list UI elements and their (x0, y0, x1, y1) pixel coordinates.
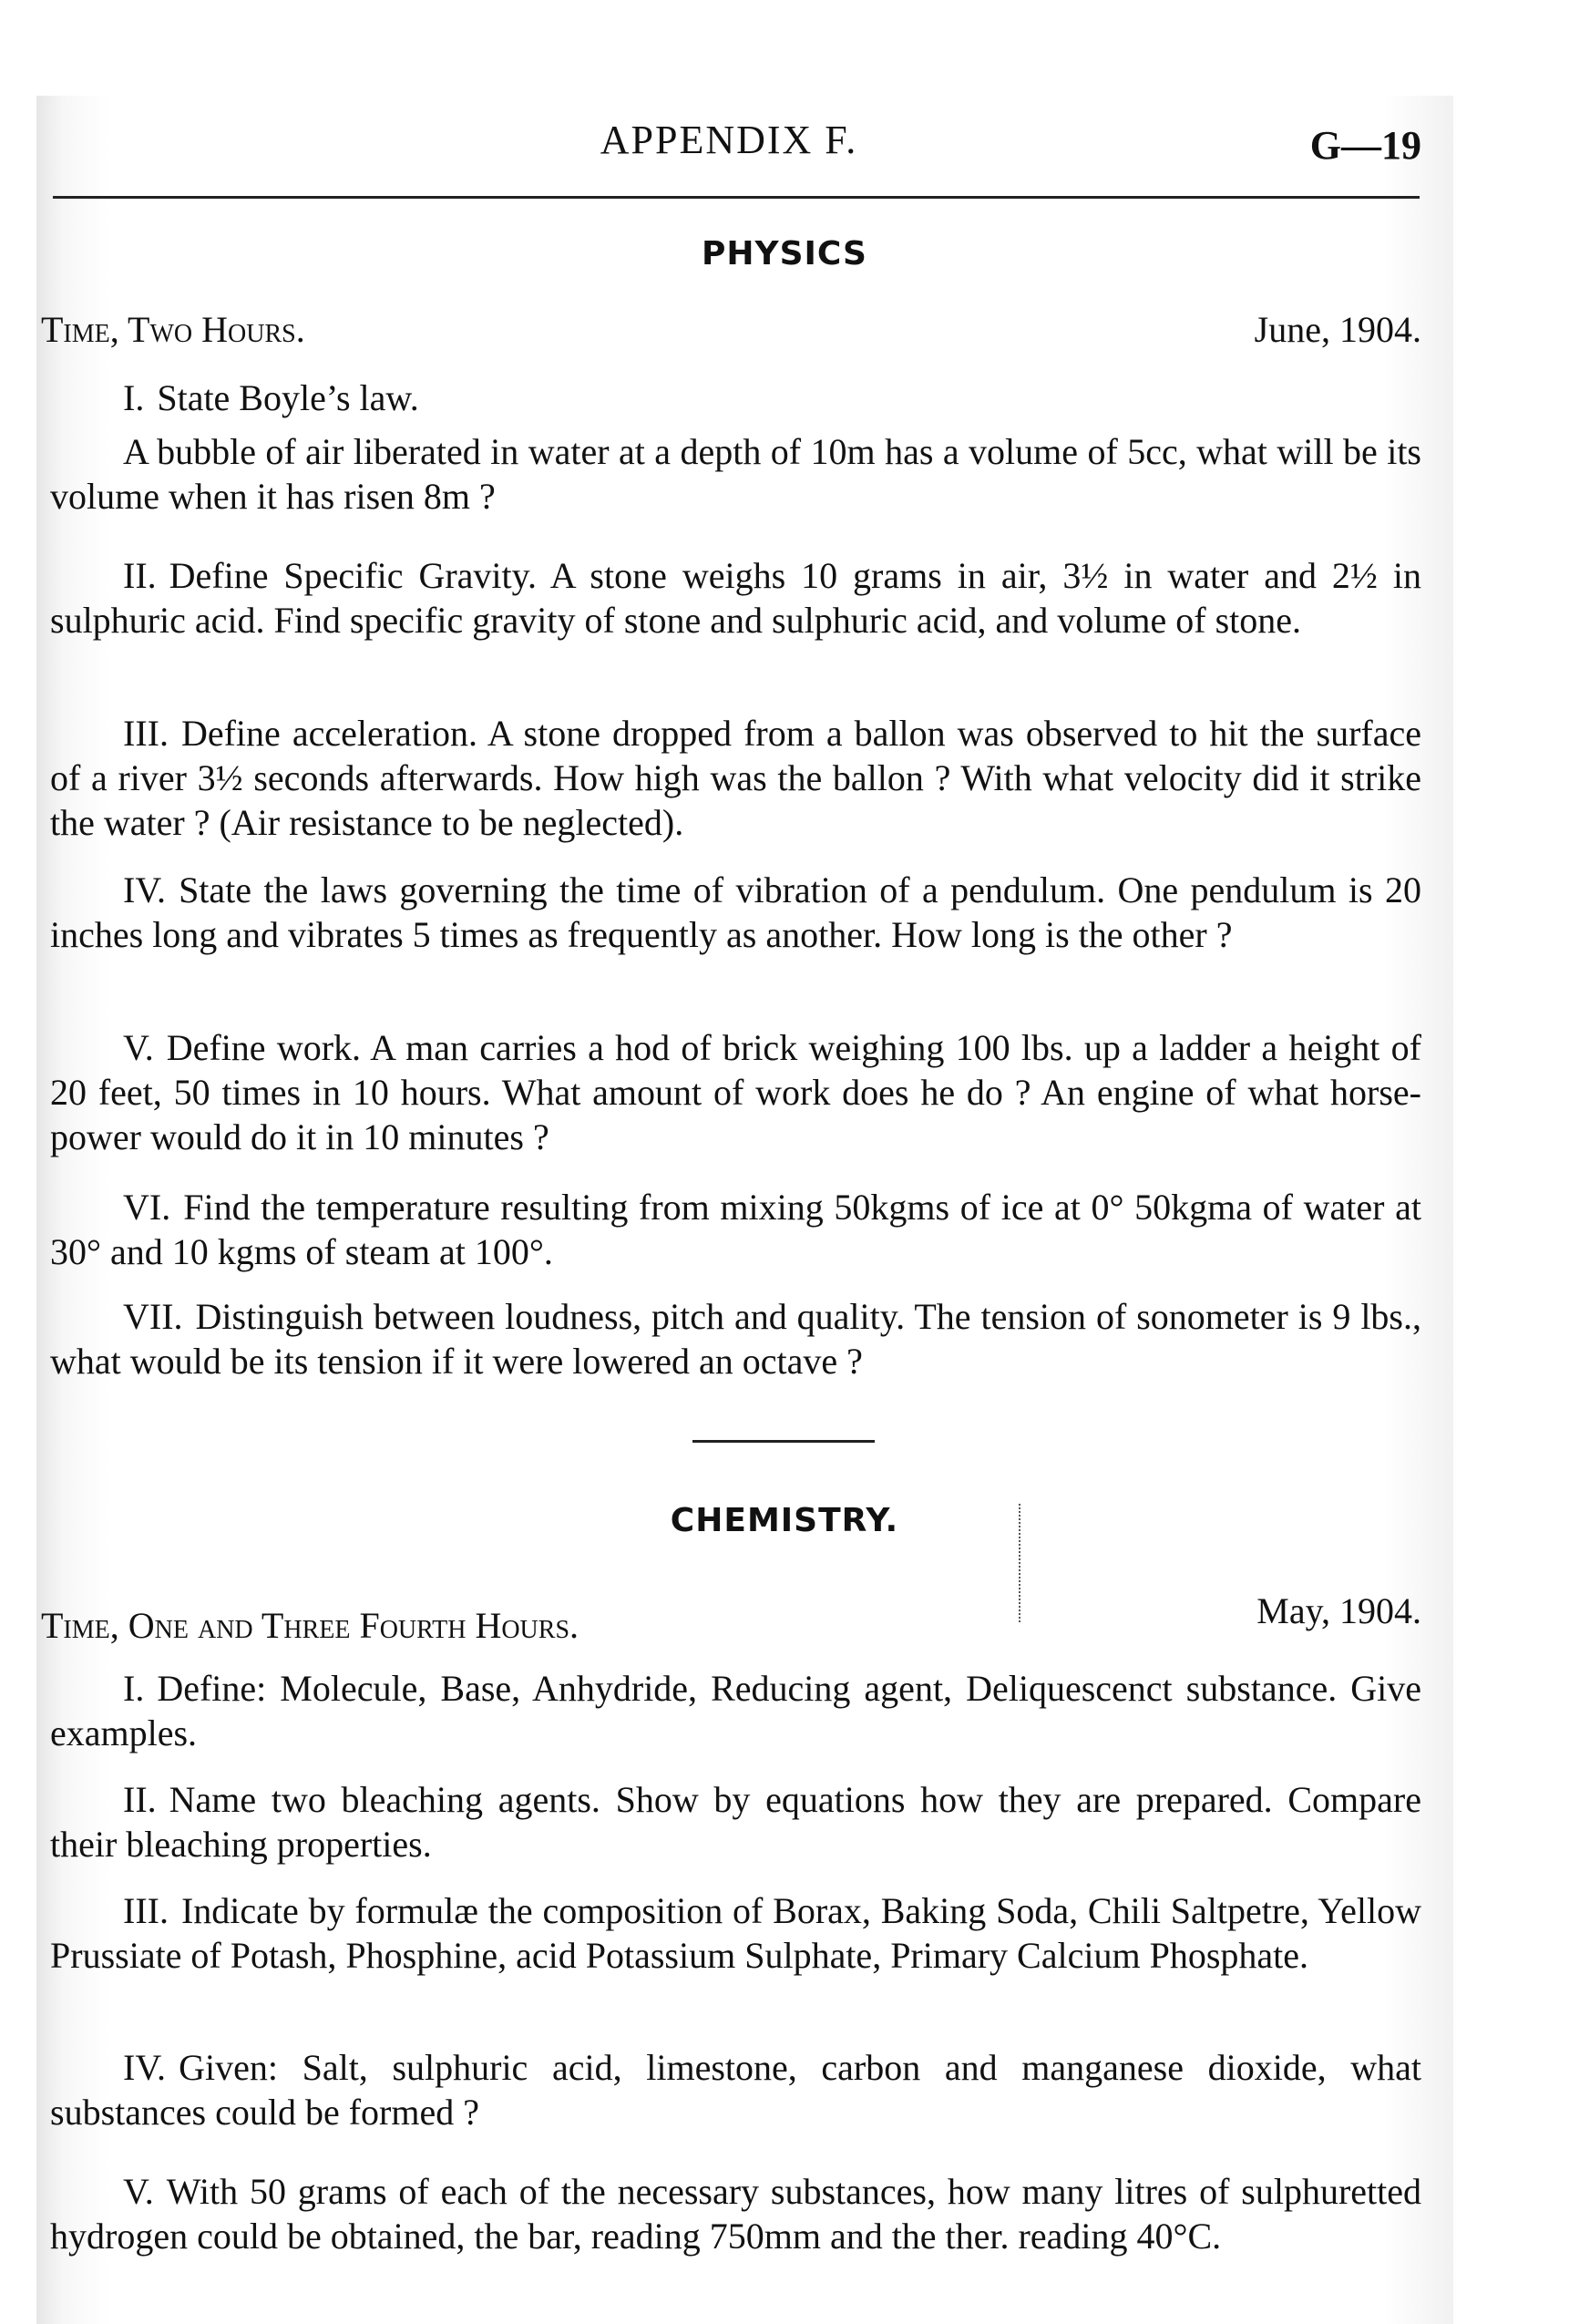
question-number: II. (123, 555, 157, 596)
question-number: IV. (123, 2047, 167, 2088)
question-text: Find the temperature resulting from mixing 50kgms of ice at 0° 50kgma of water at 30° and 10 kgms of steam at 100°. (50, 1187, 1421, 1272)
physics-question-2 (50, 553, 1421, 643)
section-divider (692, 1440, 875, 1443)
physics-heading: PHYSICS (702, 235, 867, 273)
question-number: VI. (123, 1187, 171, 1228)
chemistry-question-5 (50, 2169, 1421, 2258)
question-text: Define work. A man carries a hod of brick weighing 100 lbs. up a ladder a height of 20 feet, 50 times in 10 hours. What amount of work does he do ? An engine of what horse-power would do it in 10 minutes ? (50, 1027, 1421, 1157)
chemistry-question-4 (50, 2045, 1421, 2134)
chemistry-question-1 (50, 1666, 1421, 1755)
physics-meta (41, 308, 1421, 354)
physics-question-3 (50, 711, 1421, 845)
question-number: V. (123, 1027, 154, 1068)
chemistry-meta (41, 1590, 1421, 1650)
chemistry-question-2 (50, 1777, 1421, 1866)
appendix-title: APPENDIX F. (600, 118, 858, 162)
header-rule (53, 196, 1420, 199)
physics-question-6 (50, 1185, 1421, 1274)
question-text: Name two bleaching agents. Show by equations how they are prepared. Compare their bleaching properties. (50, 1779, 1421, 1865)
page-number: G—19 (1309, 123, 1421, 168)
physics-question-7 (50, 1294, 1421, 1383)
chemistry-question-3 (50, 1888, 1421, 1978)
running-head (36, 117, 1421, 171)
question-text: Define Specific Gravity. A stone weighs 10 grams in air, 3½ in water and 2½ in sulphuric acid. Find specific gravity of stone and sulphuric acid, and volume of stone. (50, 555, 1421, 641)
question-number: V. (123, 2171, 154, 2212)
physics-question-4 (50, 868, 1421, 957)
physics-question-5 (50, 1025, 1421, 1159)
question-number: III. (123, 713, 169, 754)
physics-question-1 (50, 375, 1421, 519)
question-number: I. (123, 377, 145, 418)
question-text: Define: Molecule, Base, Anhydride, Reducing agent, Deliquescenct substance. Give examples. (50, 1668, 1421, 1753)
chemistry-heading: CHEMISTRY. (670, 1502, 899, 1539)
question-text: Define acceleration. A stone dropped from a ballon was observed to hit the surface of a river 3½ seconds afterwards. How high was the ballon ? With what velocity did it strike the water ? (Air resistance to be neglected). (50, 713, 1421, 843)
physics-time: Time, Two Hours. (41, 309, 305, 350)
question-number: II. (123, 1779, 157, 1820)
question-text: With 50 grams of each of the necessary substances, how many litres of sulphuretted hydrogen could be obtained, the bar, reading 750mm and the ther. reading 40°C. (50, 2171, 1421, 2257)
question-text: A bubble of air liberated in water at a depth of 10m has a volume of 5cc, what will be its volume when it has risen 8m ? (50, 431, 1421, 517)
question-number: I. (123, 1668, 145, 1709)
chemistry-time: Time, One and Three Fourth Hours. (41, 1605, 579, 1646)
question-number: IV. (123, 869, 167, 910)
question-text: State the laws governing the time of vibration of a pendulum. One pendulum is 20 inches long and vibrates 5 times as frequently as another. How long is the other ? (50, 869, 1421, 955)
question-text: Distinguish between loudness, pitch and quality. The tension of sonometer is 9 lbs., what would be its tension if it were lowered an octave ? (50, 1296, 1421, 1382)
chemistry-date: May, 1904. (1256, 1590, 1421, 1631)
question-number: III. (123, 1890, 169, 1931)
question-text: Indicate by formulæ the composition of Borax, Baking Soda, Chili Saltpetre, Yellow Prussiate of Potash, Phosphine, acid Potassium Sulphate, Primary Calcium Phosphate. (50, 1890, 1421, 1976)
question-text: Given: Salt, sulphuric acid, limestone, carbon and manganese dioxide, what substances could be formed ? (50, 2047, 1421, 2133)
question-number: VII. (123, 1296, 183, 1337)
physics-date: June, 1904. (1254, 309, 1421, 350)
question-text: State Boyle’s law. (157, 377, 419, 418)
